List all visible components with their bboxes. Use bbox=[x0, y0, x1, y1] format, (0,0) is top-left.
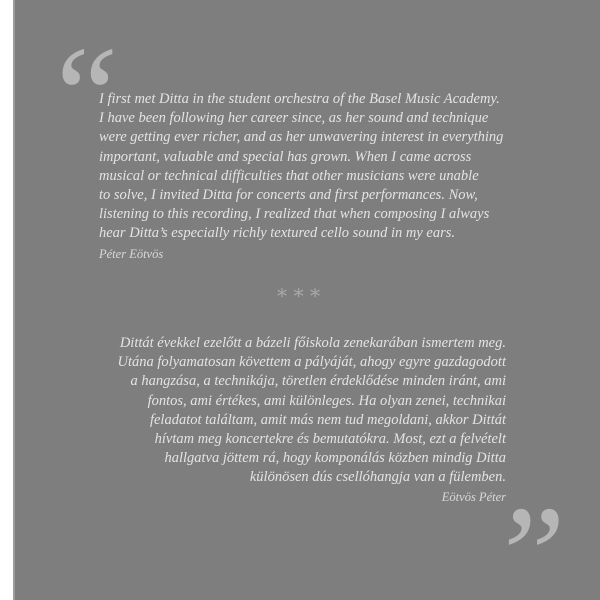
quote-line-en: important, valuable and special has grown. When I came across bbox=[99, 148, 472, 165]
quote-line-hu: fontos, ami értékes, ami különleges. Ha olyan zenei, technikai bbox=[147, 392, 506, 409]
quote-line-hu: feladatot találtam, amit más nem tud megoldani, akkor Dittát bbox=[149, 411, 506, 428]
english-quote-author: Péter Eötvös bbox=[99, 247, 164, 261]
hungarian-quote-author: Eötvös Péter bbox=[441, 490, 506, 504]
quote-line-hu: különösen dús csellóhangja van a fülemben. bbox=[249, 469, 506, 486]
quote-line-en: I have been following her career since, as her sound and technique bbox=[99, 110, 489, 127]
quote-line-en: musical or technical difficulties that other musicians were unable bbox=[99, 167, 479, 184]
quote-line-en: hear Ditta’s especially richly textured cello sound in my ears. bbox=[99, 225, 455, 242]
quote-line-hu: hallgatva jöttem rá, hogy komponálás közben mindig Ditta bbox=[164, 450, 506, 467]
quote-line-en: were getting ever richer, and as her unwavering interest in everything bbox=[99, 129, 504, 146]
quote-line-hu: Utána folyamatosan követtem a pályáját, ahogy egyre gazdagodott bbox=[117, 354, 506, 371]
opening-quote-icon: “ bbox=[42, 18, 120, 173]
english-quote-block bbox=[99, 90, 511, 244]
section-separator-stars: ∗∗∗ bbox=[275, 282, 325, 304]
closing-quote-icon: ” bbox=[488, 478, 566, 600]
hungarian-quote-block bbox=[88, 334, 506, 488]
quote-line-hu: hívtam meg koncertekre és bemutatókra. Most, ezt a felvételt bbox=[154, 431, 506, 448]
quote-line-en: listening to this recording, I realized that when composing I always bbox=[99, 206, 490, 223]
quote-line-en: to solve, I invited Ditta for concerts and first performances. Now, bbox=[99, 187, 478, 204]
quote-line-hu: Dittát évekkel ezelőtt a bázeli főiskola zenekarában ismertem meg. bbox=[119, 335, 506, 351]
quote-line-en: I first met Ditta in the student orchestra of the Basel Music Academy. bbox=[99, 91, 500, 107]
quote-line-hu: a hangzása, a technikája, töretlen érdeklődése minden iránt, ami bbox=[130, 373, 506, 390]
